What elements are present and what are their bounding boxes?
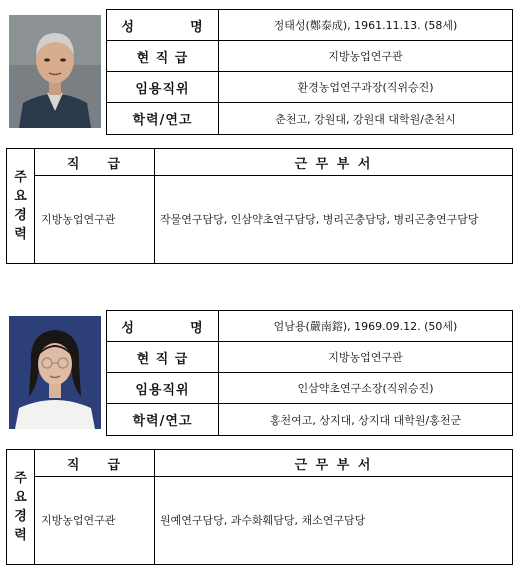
rank-value: 지방농업연구관 xyxy=(35,477,155,565)
career-side-char: 력 xyxy=(14,528,27,543)
name-value: 엄남용(嚴南鎔), 1969.09.12. (50세) xyxy=(219,311,513,342)
edu-value: 춘천고, 강원대, 강원대 대학원/춘천시 xyxy=(219,103,513,135)
appoint-value: 환경농업연구과장(직위승진) xyxy=(219,72,513,103)
name-label: 성 명 xyxy=(107,10,219,41)
name-label: 성 명 xyxy=(107,311,219,342)
rank-header: 직 급 xyxy=(35,450,155,477)
career-side-char: 요 xyxy=(14,490,27,505)
career-side-char: 경 xyxy=(14,208,27,223)
career-table xyxy=(6,449,513,565)
career-side-char: 주 xyxy=(14,170,27,185)
profile-info-table xyxy=(106,310,513,436)
appoint-value: 인삼약초연구소장(직위승진) xyxy=(219,373,513,404)
dept-header: 근 무 부 서 xyxy=(155,450,513,477)
career-side-label xyxy=(7,450,35,565)
position-label: 현 직 급 xyxy=(107,41,219,72)
career-side-char: 요 xyxy=(14,189,27,204)
name-value: 정태성(鄭泰成), 1961.11.13. (58세) xyxy=(219,10,513,41)
dept-value: 작물연구담당, 인삼약초연구담당, 병리곤충담당, 병리곤충연구담당 xyxy=(155,176,513,264)
career-side-char: 력 xyxy=(14,227,27,242)
female-portrait-icon xyxy=(9,316,101,429)
rank-header: 직 급 xyxy=(35,149,155,176)
dept-value: 원예연구담당, 과수화훼담당, 채소연구담당 xyxy=(155,477,513,565)
edu-label: 학력/연고 xyxy=(107,404,219,436)
profile-photo xyxy=(9,15,101,128)
appoint-label: 임용직위 xyxy=(107,373,219,404)
edu-value: 홍천여고, 상지대, 상지대 대학원/홍천군 xyxy=(219,404,513,436)
dept-header: 근 무 부 서 xyxy=(155,149,513,176)
male-portrait-icon xyxy=(9,15,101,128)
position-value: 지방농업연구관 xyxy=(219,342,513,373)
edu-label: 학력/연고 xyxy=(107,103,219,135)
rank-value: 지방농업연구관 xyxy=(35,176,155,264)
profile-info-table xyxy=(106,9,513,135)
profile-photo xyxy=(9,316,101,429)
position-value: 지방농업연구관 xyxy=(219,41,513,72)
career-side-char: 주 xyxy=(14,471,27,486)
appoint-label: 임용직위 xyxy=(107,72,219,103)
career-side-char: 경 xyxy=(14,509,27,524)
career-side-label xyxy=(7,149,35,264)
position-label: 현 직 급 xyxy=(107,342,219,373)
career-table xyxy=(6,148,513,264)
